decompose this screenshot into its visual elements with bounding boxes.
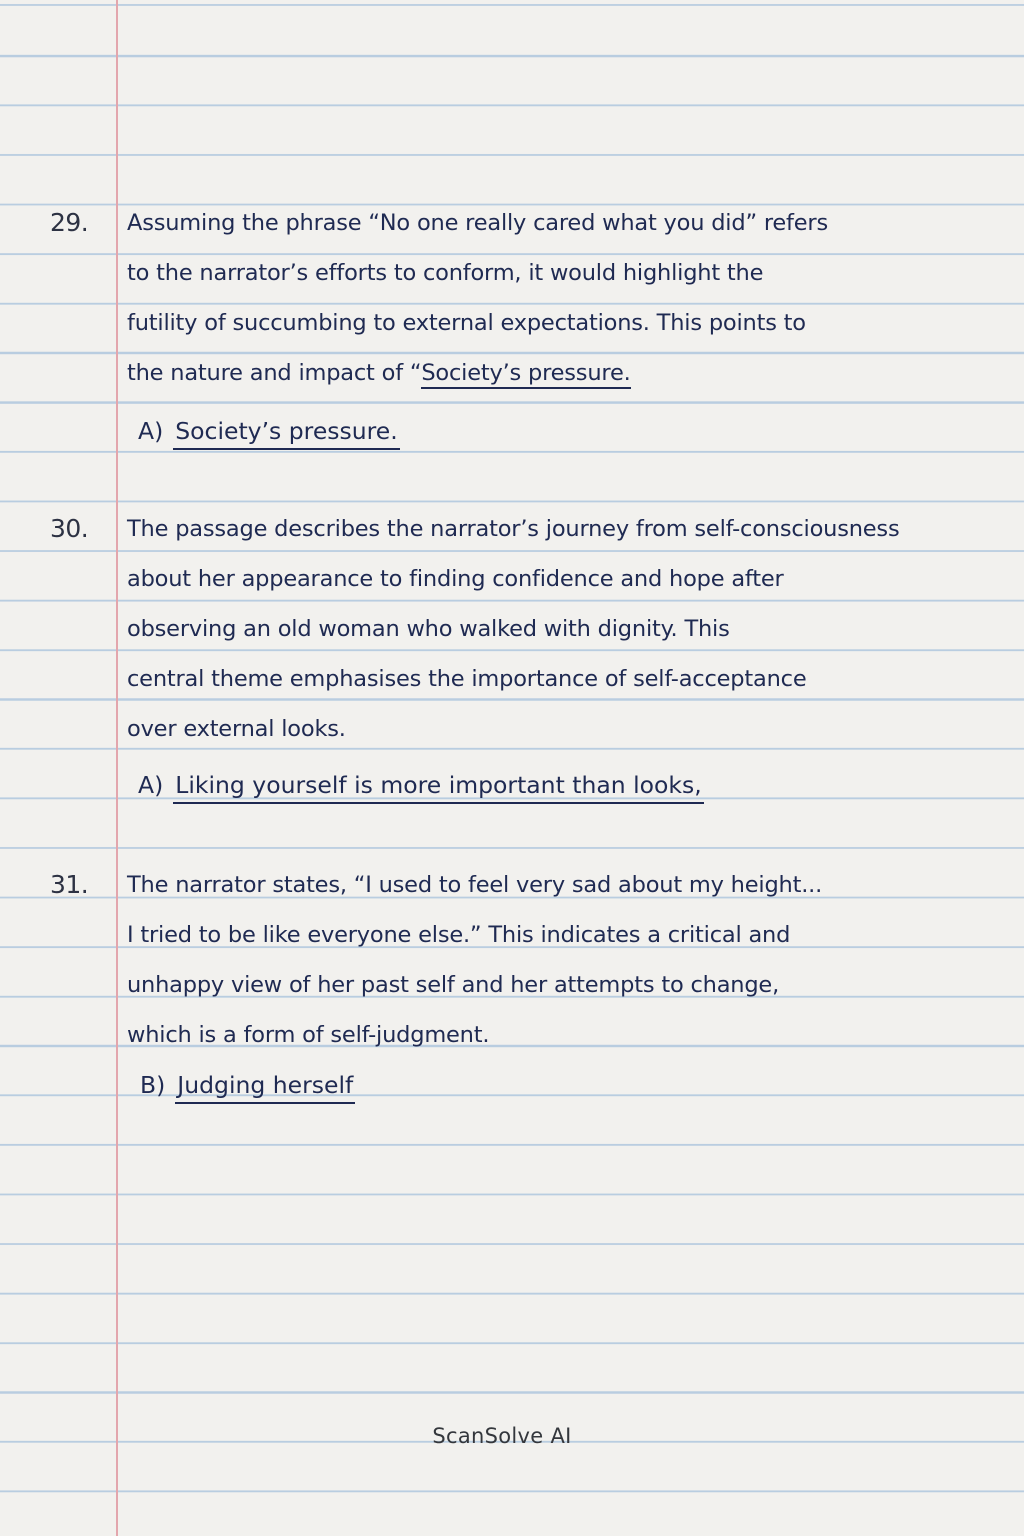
answer-31 — [140, 1070, 355, 1104]
text-line: unhappy view of her past self and her attempts to change, — [127, 972, 780, 998]
text-line: observing an old woman who walked with dignity. This — [127, 616, 730, 642]
highlighted-phrase: Society’s pressure. — [421, 360, 630, 389]
text-line: central theme emphasises the importance of self-acceptance — [127, 666, 807, 692]
answer-text: Judging herself — [175, 1070, 355, 1104]
text-line: The passage describes the narrator’s journey from self-consciousness — [127, 516, 900, 542]
question-number: 30. — [50, 514, 89, 543]
answer-letter: A) — [138, 771, 164, 799]
text-line-prefix: the nature and impact of “ — [127, 360, 422, 386]
question-text — [127, 870, 997, 1070]
question-number: 29. — [50, 208, 89, 237]
text-line-last — [127, 358, 997, 408]
answer-text: Society’s pressure. — [173, 416, 399, 450]
text-line: which is a form of self-judgment. — [127, 1022, 490, 1048]
text-line: I tried to be like everyone else.” This indicates a critical and — [127, 922, 791, 948]
text-line: about her appearance to finding confidence and hope after — [127, 566, 784, 592]
answer-30 — [138, 770, 704, 804]
margin-line — [116, 0, 118, 1536]
text-line: over external looks. — [127, 716, 346, 742]
text-line: Assuming the phrase “No one really cared what you did” refers — [127, 210, 828, 236]
question-text — [127, 208, 997, 408]
text-line: futility of succumbing to external expectations. This points to — [127, 310, 806, 336]
answer-letter: B) — [140, 1071, 166, 1099]
text-line: The narrator states, “I used to feel very sad about my height... — [127, 872, 823, 898]
answer-text: Liking yourself is more important than looks, — [173, 770, 704, 804]
brand-watermark: ScanSolve AI — [432, 1424, 572, 1448]
answer-letter: A) — [138, 417, 164, 445]
text-line: to the narrator’s efforts to conform, it would highlight the — [127, 260, 764, 286]
answer-29 — [138, 416, 400, 450]
question-text — [127, 514, 997, 764]
question-number: 31. — [50, 870, 89, 899]
